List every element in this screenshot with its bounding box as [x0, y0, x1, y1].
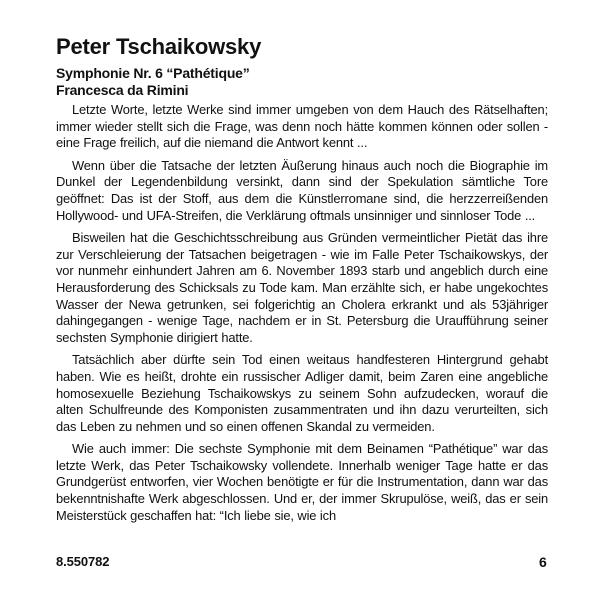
- work-title: Symphonie Nr. 6 “Pathétique”: [56, 65, 250, 81]
- paragraph: Wie auch immer: Die sechste Symphonie mit dem Beinamen “Pathétique” war das letzte Werk, das Peter Tschaikowsky vollendete. Innerhalb weniger Tage hatte er das Grundgerüst entworfen, vier Wochen benötigte er für die Instrumentation, dann war das bekenntnishafte Werk abgeschlossen. Und er, der immer Skrupulöse, weiß, das er sein Meisterstück geschaffen hat: “Ich liebe sie, wie ich: [56, 441, 548, 523]
- composer-heading: Peter Tschaikowsky: [56, 34, 262, 59]
- article-body: [56, 102, 548, 530]
- page-number: 6: [539, 554, 547, 570]
- paragraph: Letzte Worte, letzte Werke sind immer umgeben von dem Hauch des Rätselhaften; immer wieder stellt sich die Frage, was denn noch hätte kommen können oder sollen - eine Frage freilich, auf die niemand die Antwort kennt ...: [56, 102, 548, 151]
- paragraph: Tatsächlich aber dürfte sein Tod einen weitaus handfesteren Hintergrund gehabt haben. Wie es heißt, drohte ein russischer Adliger damit, beim Zaren eine angebliche homosexuelle Beziehung Tschaikowskys zu seinem Sohn aufzudecken, worauf die alten Schulfreunde des Komponisten zusammentraten und ihn dazu verurteilten, sich das Leben zu nehmen und so einen offenen Skandal zu vermeiden.: [56, 352, 548, 434]
- header: [56, 34, 556, 99]
- catalog-number: 8.550782: [56, 554, 110, 569]
- work-subtitle: Francesca da Rimini: [56, 82, 189, 98]
- paragraph: Wenn über die Tatsache der letzten Äußerung hinaus auch noch die Biographie im Dunkel der Legendenbildung versinkt, dann sind der Spekulation sämtliche Tore geöffnet: Das ist der Stoff, aus dem die Künstlerromane sind, die herzzerreißenden Hollywood- und UFA-Streifen, die Verklärung oftmals unsinniger und sinnloser Tode ...: [56, 157, 548, 223]
- paragraph: Bisweilen hat die Geschichtsschreibung aus Gründen vermeintlicher Pietät das ihre zur Verschleierung der Tatsachen beigetragen - wie im Falle Peter Tschaikowskys, der vor nunmehr einhundert Jahren am 6. November 1893 starb und angeblich durch eine Herausforderung des Schicksals zu Tode kam. Man erzählte sich, er habe ungekochtes Wasser der Newa getrunken, sei folgerichtig an Cholera erkrankt und als 53jähriger dahingegangen - wenige Tage, nachdem er in St. Petersburg die Uraufführung seiner sechsten Symphonie dirigiert hatte.: [56, 230, 548, 345]
